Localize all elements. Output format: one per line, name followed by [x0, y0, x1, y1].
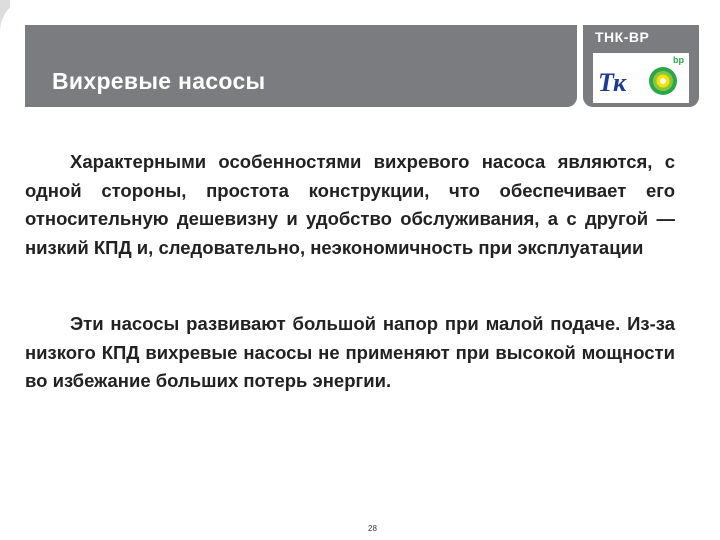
page-number: 28 — [368, 524, 377, 533]
company-logo — [583, 25, 699, 107]
svg-text:bp: bp — [673, 55, 684, 65]
logo-brand-text: ТНК-BP — [595, 29, 650, 45]
title-bar — [25, 25, 577, 107]
bp-helios-icon — [643, 53, 689, 103]
paragraph-2: Эти насосы развивают большой напор при малой подаче. Из-за низкого КПД вихревые насосы не применяют при высокой мощности во избежание больших потерь энергии. — [25, 313, 675, 391]
slide-border-decoration — [0, 0, 10, 540]
tnk-logo-icon — [593, 53, 643, 103]
logo-emblem — [593, 53, 689, 103]
paragraph-1: Характерными особенностями вихревого насоса являются, с одной стороны, простота конструкции, что обеспечивает его относительную дешевизну и удобство обслуживания, а с другой — низкий КПД и, следовательно, неэкономичность при эксплуатации — [25, 151, 675, 258]
svg-text:Тк: Тк — [598, 68, 627, 97]
slide-title: Вихревые насосы — [52, 68, 266, 94]
